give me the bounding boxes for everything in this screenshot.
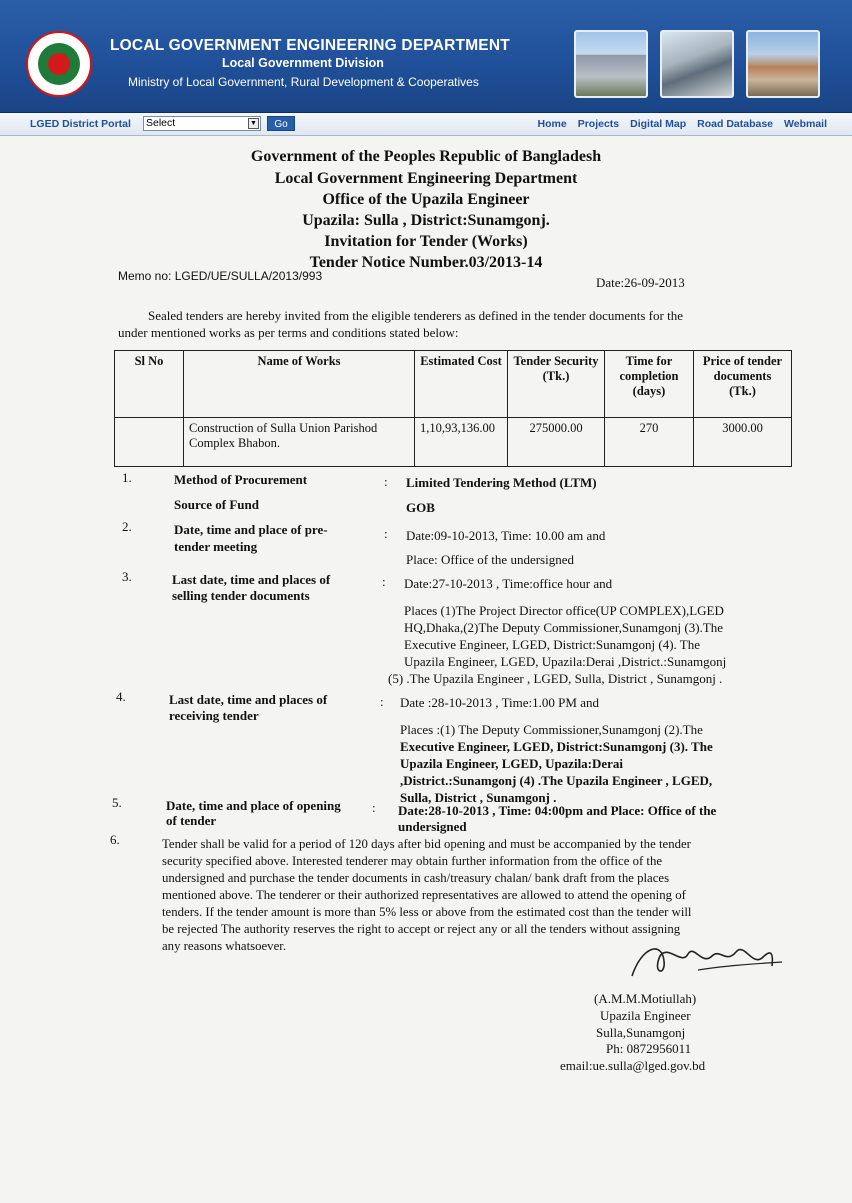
source-of-fund-value: GOB (406, 500, 435, 515)
item-4-label-2: receiving tender (169, 708, 259, 723)
col-time-for-completion: Time for completion (days) (605, 351, 694, 418)
nav-link-home[interactable]: Home (537, 118, 567, 130)
item-4-label: Last date, time and places of (169, 692, 328, 707)
item-3-number: 3. (122, 569, 132, 584)
department-title: LOCAL GOVERNMENT ENGINEERING DEPARTMENT (110, 37, 510, 54)
district-select[interactable] (143, 116, 261, 131)
item-5-number: 5. (112, 795, 122, 810)
logo-emblem (38, 43, 80, 85)
item-5-value: Date:28-10-2013 , Time: 04:00pm and Place: Office of the (398, 803, 717, 818)
signatory-phone: Ph: 0872956011 (606, 1041, 692, 1056)
item-3-line: HQ,Dhaka,(2)The Deputy Commissioner,Sunamgonj (3).The (404, 620, 724, 635)
doc-heading-invitation: Invitation for Tender (Works) (324, 233, 528, 250)
cell-name-of-works: Construction of Sulla Union Parishod Complex Bhabon. (184, 418, 415, 467)
doc-heading-office: Office of the Upazila Engineer (322, 191, 530, 208)
doc-heading-dept: Local Government Engineering Department (274, 170, 578, 187)
item-4-line: Places :(1) The Deputy Commissioner,Sunamgonj (2).The (400, 722, 703, 737)
nav-link-webmail[interactable]: Webmail (784, 118, 827, 130)
bridge-photo (746, 30, 820, 98)
item-2-label-2: tender meeting (174, 539, 258, 554)
nav-links (527, 118, 827, 130)
item-3-colon: : (382, 574, 386, 589)
flyover-photo (660, 30, 734, 98)
cell-estimated-cost: 1,10,93,136.00 (415, 418, 508, 467)
item-4-line: Upazila Engineer, LGED, Upazila:Derai (400, 756, 624, 771)
signatory-designation: Upazila Engineer (600, 1008, 691, 1023)
item-1-value: Limited Tendering Method (LTM) (406, 475, 597, 490)
lged-logo[interactable] (26, 31, 92, 97)
item-1-label: Method of Procurement (174, 472, 308, 487)
district-select-value: Select (146, 117, 176, 129)
item-3-line: Upazila Engineer, LGED, Upazila:Derai ,District.:Sunamgonj (404, 654, 727, 669)
logo-map-icon (48, 53, 70, 75)
col-name-of-works: Name of Works (184, 351, 415, 418)
item-2-label: Date, time and place of pre- (174, 522, 328, 537)
item-4-line: ,District.:Sunamgonj (4) .The Upazila Engineer , LGED, (400, 773, 713, 788)
division-title: Local Government Division (222, 56, 384, 70)
item-3-line: (5) .The Upazila Engineer , LGED, Sulla, District , Sunamgonj . (388, 671, 723, 686)
item-3-label: Last date, time and places of (172, 572, 331, 587)
handwritten-signature (602, 936, 832, 982)
nav-link-digital-map[interactable]: Digital Map (630, 118, 687, 130)
item-3-label-2: selling tender documents (172, 588, 310, 603)
cell-completion-days: 270 (605, 418, 694, 467)
building-photo (574, 30, 648, 98)
item-6-number: 6. (110, 832, 120, 847)
item-6-line: any reasons whatsoever. (162, 939, 287, 953)
item-2-number: 2. (122, 519, 132, 534)
doc-heading-govt: Government of the Peoples Republic of Bangladesh (250, 148, 602, 165)
item-2-colon: : (384, 526, 388, 541)
district-portal-label: LGED District Portal (30, 118, 131, 130)
item-3-value: Date:27-10-2013 , Time:office hour and (404, 576, 613, 591)
item-1-colon: : (384, 474, 388, 489)
item-4-colon: : (380, 694, 384, 709)
item-3-places (388, 602, 788, 687)
item-4-value: Date :28-10-2013 , Time:1.00 PM and (400, 695, 599, 710)
nav-bar (0, 113, 852, 136)
signatory-name: (A.M.M.Motiullah) (594, 991, 697, 1006)
nav-link-projects[interactable]: Projects (577, 118, 620, 130)
item-4-number: 4. (116, 689, 126, 704)
tender-table (114, 350, 792, 467)
signatory-place: Sulla,Sunamgonj (596, 1025, 686, 1040)
signatory-email: email:ue.sulla@lged.gov.bd (560, 1058, 706, 1073)
doc-heading-upazila: Upazila: Sulla , District:Sunamgonj. (302, 212, 550, 229)
col-estimated-cost: Estimated Cost (415, 351, 508, 418)
tender-notice-document (0, 136, 852, 1203)
go-button[interactable]: Go (267, 116, 295, 131)
item-2-value-2: Place: Office of the undersigned (406, 552, 574, 567)
item-2-value: Date:09-10-2013, Time: 10.00 am and (406, 528, 606, 543)
item-1-number: 1. (122, 470, 132, 485)
item-5-colon: : (372, 800, 376, 815)
table-row (115, 418, 792, 467)
item-3-line: Executive Engineer, LGED, District:Sunamgonj (4). The (404, 637, 700, 652)
item-4-places (400, 721, 780, 806)
intro-line-2: under mentioned works as per terms and conditions stated below: (118, 325, 459, 340)
item-5-label: Date, time and place of opening (166, 798, 341, 813)
doc-heading-notice-number: Tender Notice Number.03/2013-14 (309, 254, 543, 271)
item-6-line: be rejected The authority reserves the right to accept or reject any or all the tenders without assigning (162, 922, 681, 936)
nav-link-road-database[interactable]: Road Database (697, 118, 774, 130)
notice-date: Date:26-09-2013 (596, 275, 685, 290)
site-header (0, 0, 852, 113)
item-6-line: security specified above. Interested tenderer may obtain further information from the office of the (162, 854, 663, 868)
item-5-value-2: undersigned (398, 819, 467, 834)
item-5-label-2: of tender (166, 813, 217, 828)
memo-number: Memo no: LGED/UE/SULLA/2013/993 (118, 269, 323, 283)
item-6-line: undersigned and purchase the tender documents in cash/treasury chalan/ bank draft from the places (162, 871, 670, 885)
item-6-line: Tender shall be valid for a period of 120 days after bid opening and must be accompanied by the tender (162, 837, 691, 851)
item-3-line: Places (1)The Project Director office(UP COMPLEX),LGED (404, 603, 724, 618)
cell-document-price: 3000.00 (694, 418, 792, 467)
col-tender-security: Tender Security (Tk.) (508, 351, 605, 418)
ministry-title: Ministry of Local Government, Rural Development & Cooperatives (128, 75, 479, 89)
table-header-row (115, 351, 792, 418)
item-6-line: tenders. If the tender amount is more than 5% less or above from the estimated cost than the tender will (162, 905, 692, 919)
col-price-of-documents: Price of tender documents (Tk.) (694, 351, 792, 418)
col-sl-no: Sl No (115, 351, 184, 418)
cell-tender-security: 275000.00 (508, 418, 605, 467)
intro-line-1: Sealed tenders are hereby invited from the eligible tenderers as defined in the tender documents for the (148, 308, 683, 323)
item-4-line: Sulla, District , Sunamgonj . (400, 790, 557, 805)
item-4-line: Executive Engineer, LGED, District:Sunamgonj (3). The (400, 739, 713, 754)
source-of-fund-label: Source of Fund (174, 497, 259, 512)
dropdown-arrow-icon: ▼ (248, 118, 259, 129)
item-6-line: mentioned above. The tenderer or their authorized representatives are allowed to attend the opening of (162, 888, 686, 902)
cell-sl-no (115, 418, 184, 467)
